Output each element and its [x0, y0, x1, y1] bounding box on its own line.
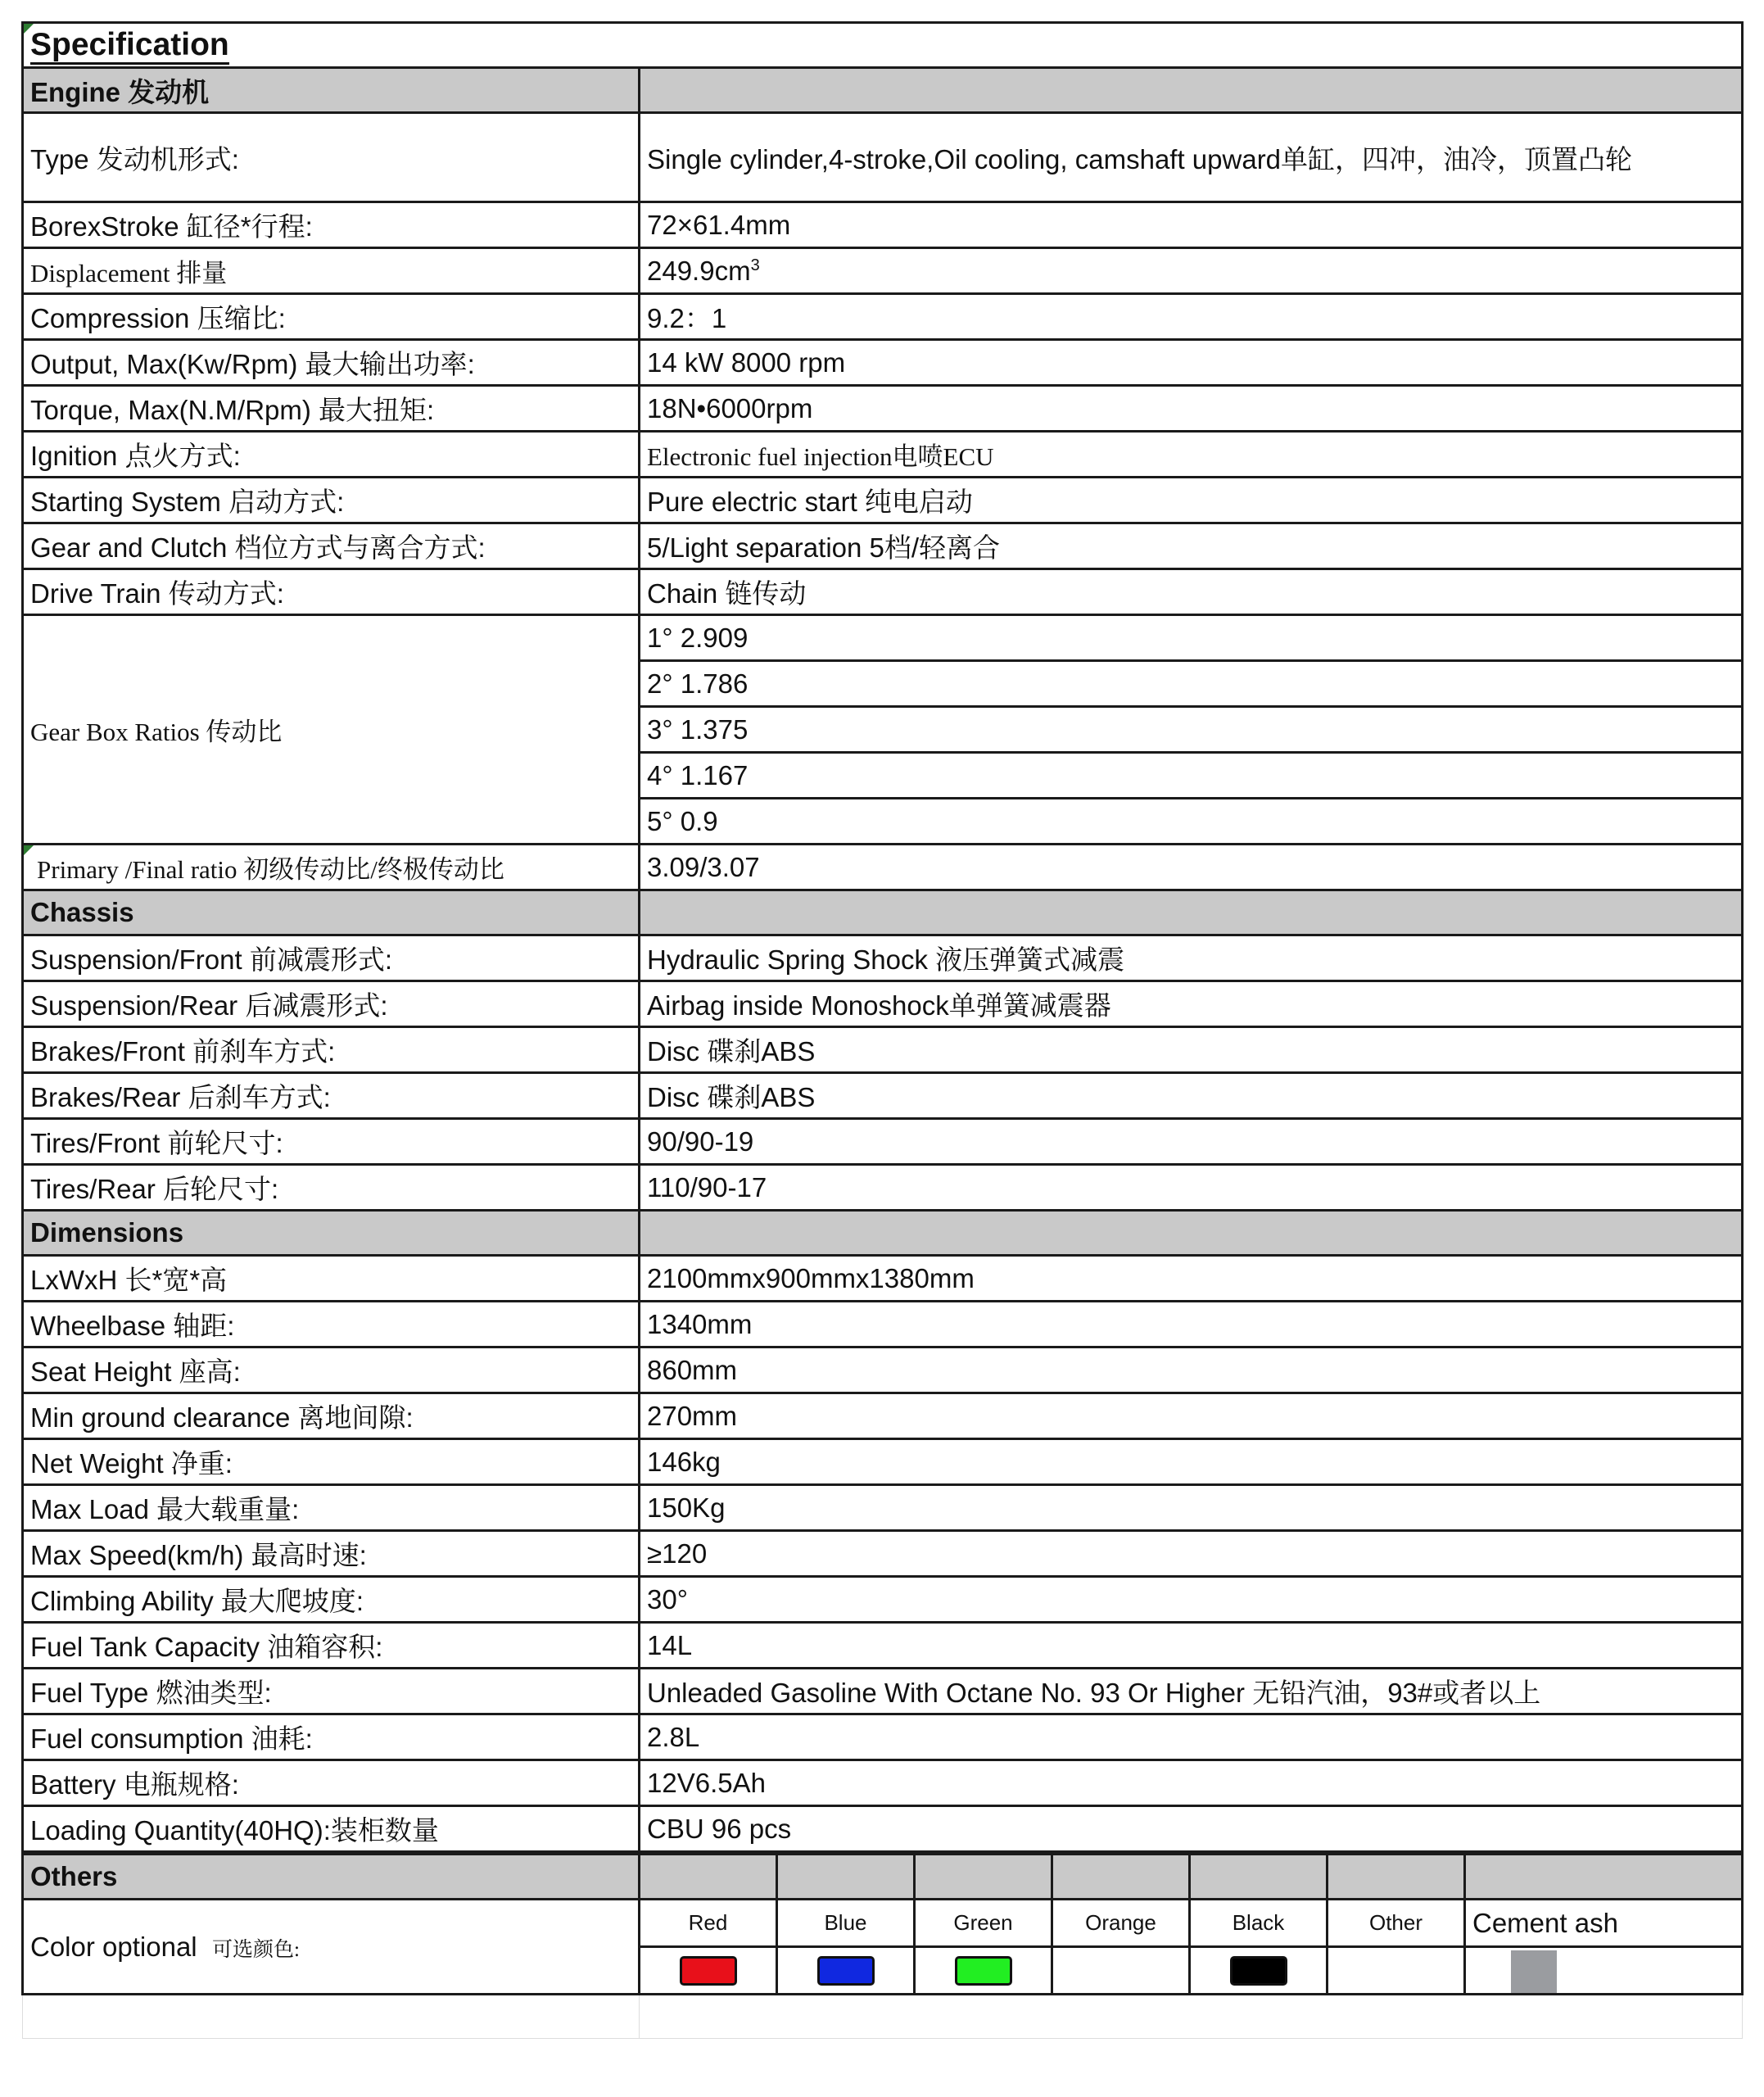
spec-value-text: 9.2：1	[647, 303, 727, 333]
spec-label: Net Weight 净重:	[23, 1439, 640, 1485]
spec-row	[23, 1623, 1743, 1669]
spec-row	[23, 202, 1743, 248]
spec-value	[640, 202, 1743, 248]
spec-label: Min ground clearance 离地间隙:	[23, 1393, 640, 1439]
engine-header-fill	[640, 68, 1743, 113]
spec-row	[23, 523, 1743, 569]
gear-ratio-value: 4° 1.167	[640, 753, 1743, 799]
spec-row	[23, 981, 1743, 1027]
trailing-blank-row	[23, 1995, 1743, 2039]
spec-value	[640, 113, 1743, 202]
spec-label: Tires/Rear 后轮尺寸:	[23, 1165, 640, 1211]
spec-value-text: Pure electric start 纯电启动	[647, 487, 973, 517]
spec-value	[640, 935, 1743, 981]
spec-value	[640, 432, 1743, 478]
spec-value	[640, 248, 1743, 294]
spec-value	[640, 1760, 1743, 1806]
spec-value	[640, 1806, 1743, 1852]
spec-value-text: 12V6.5Ah	[647, 1767, 766, 1798]
spec-label: Seat Height 座高:	[23, 1347, 640, 1393]
spec-value-text: 14 kW 8000 rpm	[647, 346, 846, 378]
spec-row	[23, 1393, 1743, 1439]
gear-ratio-row	[23, 615, 1743, 661]
color-name-blue: Blue	[777, 1900, 915, 1947]
spec-value-text: ≥120	[647, 1538, 708, 1569]
spec-row	[23, 1073, 1743, 1119]
spec-value	[640, 1393, 1743, 1439]
spec-row	[23, 1119, 1743, 1165]
spec-row	[23, 935, 1743, 981]
spec-row	[23, 1302, 1743, 1347]
color-swatch-black[interactable]	[1230, 1956, 1287, 1986]
spec-value	[640, 1302, 1743, 1347]
spec-value-text: Disc 碟刹ABS	[647, 1082, 816, 1112]
gear-ratio-value: 3° 1.375	[640, 707, 1743, 753]
spec-value-text: Hydraulic Spring Shock 液压弹簧式减震	[647, 944, 1125, 975]
spec-row	[23, 1165, 1743, 1211]
chassis-header-fill	[640, 890, 1743, 935]
spec-value	[640, 340, 1743, 386]
spec-label: Fuel consumption 油耗:	[23, 1714, 640, 1760]
spec-sheet	[21, 21, 1741, 2039]
primary-final-label: Primary /Final ratio 初级传动比/终极传动比	[23, 845, 640, 890]
spec-row	[23, 294, 1743, 340]
spec-label: Type 发动机形式:	[23, 113, 640, 202]
spec-value	[640, 1439, 1743, 1485]
spec-label: Wheelbase 轴距:	[23, 1302, 640, 1347]
spec-value	[640, 1623, 1743, 1669]
color-name-green: Green	[915, 1900, 1052, 1947]
spec-value-text: 90/90-19	[647, 1125, 754, 1157]
color-swatch-cement-ash[interactable]	[1511, 1950, 1557, 1993]
color-name-row	[23, 1900, 1743, 1947]
spec-value	[640, 294, 1743, 340]
spec-value-text: 110/90-17	[647, 1171, 767, 1202]
spec-value-text: Airbag inside Monoshock单弹簧减震器	[647, 990, 1111, 1021]
color-swatch-red[interactable]	[680, 1956, 737, 1986]
spec-value-text: 2.8L	[647, 1721, 700, 1752]
spec-value-text: 249.9cm	[647, 255, 751, 286]
spec-value-text: 5/Light separation 5档/轻离合	[647, 532, 1001, 563]
spec-label: BorexStroke 缸径*行程:	[23, 202, 640, 248]
color-swatch-cell	[1190, 1947, 1328, 1995]
title-row	[23, 23, 1743, 68]
others-section-header	[23, 1855, 1743, 1900]
dimensions-section-header	[23, 1211, 1743, 1256]
spec-label: Gear and Clutch 档位方式与离合方式:	[23, 523, 640, 569]
spec-value-text: 72×61.4mm	[647, 209, 791, 240]
superscript: 3	[750, 256, 760, 274]
spec-label: Battery 电瓶规格:	[23, 1760, 640, 1806]
spec-value-text: 150Kg	[647, 1492, 726, 1523]
spec-label: Output, Max(Kw/Rpm) 最大输出功率:	[23, 340, 640, 386]
spec-label: Drive Train 传动方式:	[23, 569, 640, 615]
spec-value-text: Chain 链传动	[647, 578, 807, 609]
others-table	[21, 1853, 1744, 2039]
spec-row	[23, 1347, 1743, 1393]
spec-value	[640, 1073, 1743, 1119]
spec-value-text: 2100mmx900mmx1380mm	[647, 1262, 975, 1293]
spec-value-text: 18N•6000rpm	[647, 392, 813, 423]
spec-value-text: 30°	[647, 1583, 688, 1615]
spec-label: Climbing Ability 最大爬坡度:	[23, 1577, 640, 1623]
spec-value	[640, 1165, 1743, 1211]
color-swatch-blue[interactable]	[817, 1956, 875, 1986]
gear-ratio-value: 1° 2.909	[640, 615, 1743, 661]
spec-value	[640, 1347, 1743, 1393]
spec-value-text: 14L	[647, 1629, 693, 1660]
title-cell	[23, 23, 1743, 68]
spec-label: Torque, Max(N.M/Rpm) 最大扭矩:	[23, 386, 640, 432]
spec-value-text: Single cylinder,4-stroke,Oil cooling, camshaft upward单缸，四冲，油冷，顶置凸轮	[647, 143, 1633, 174]
gear-ratio-value: 5° 0.9	[640, 799, 1743, 845]
spec-value	[640, 1669, 1743, 1714]
color-name-orange: Orange	[1052, 1900, 1190, 1947]
spec-table	[21, 21, 1744, 1853]
spec-row	[23, 1256, 1743, 1302]
spec-label: Suspension/Rear 后减震形式:	[23, 981, 640, 1027]
spec-value-text: 270mm	[647, 1400, 738, 1431]
spec-label: Max Load 最大载重量:	[23, 1485, 640, 1531]
spec-value	[640, 1027, 1743, 1073]
spec-row	[23, 1806, 1743, 1852]
primary-final-value: 3.09/3.07	[640, 845, 1743, 890]
spec-value-text: 860mm	[647, 1354, 738, 1385]
spec-label: Suspension/Front 前减震形式:	[23, 935, 640, 981]
spec-row	[23, 1577, 1743, 1623]
color-swatch-cell	[1328, 1947, 1465, 1995]
spec-row	[23, 248, 1743, 294]
spec-value-text: Unleaded Gasoline With Octane No. 93 Or Higher 无铅汽油，93#或者以上	[647, 1678, 1541, 1708]
page-title: Specification	[30, 27, 229, 65]
color-swatch-cell	[640, 1947, 777, 1995]
spec-value-text: 1340mm	[647, 1308, 753, 1339]
spec-value	[640, 1485, 1743, 1531]
color-name-cement-ash: Cement ash	[1465, 1900, 1743, 1947]
spec-value	[640, 523, 1743, 569]
spec-label: Max Speed(km/h) 最高时速:	[23, 1531, 640, 1577]
spec-value	[640, 569, 1743, 615]
color-swatch-cell	[915, 1947, 1052, 1995]
spec-row	[23, 569, 1743, 615]
spec-label: Compression 压缩比:	[23, 294, 640, 340]
spec-label: Fuel Tank Capacity 油箱容积:	[23, 1623, 640, 1669]
spec-label: Ignition 点火方式:	[23, 432, 640, 478]
spec-value	[640, 386, 1743, 432]
spec-row	[23, 1027, 1743, 1073]
engine-section-header	[23, 68, 1743, 113]
spec-row	[23, 478, 1743, 523]
spec-label: Brakes/Front 前刹车方式:	[23, 1027, 640, 1073]
spec-row	[23, 432, 1743, 478]
spec-value-text: Disc 碟刹ABS	[647, 1036, 816, 1067]
spec-label: Fuel Type 燃油类型:	[23, 1669, 640, 1714]
spec-label: Brakes/Rear 后刹车方式:	[23, 1073, 640, 1119]
color-swatch-green[interactable]	[955, 1956, 1012, 1986]
chassis-header: Chassis	[23, 890, 640, 935]
spec-value-text: 146kg	[647, 1446, 721, 1477]
spec-value-text: Electronic fuel injection电喷ECU	[647, 442, 994, 471]
color-swatch-cell	[1052, 1947, 1190, 1995]
spec-label: Tires/Front 前轮尺寸:	[23, 1119, 640, 1165]
spec-value	[640, 1714, 1743, 1760]
engine-header: Engine 发动机	[23, 68, 640, 113]
spec-label: Displacement 排量	[23, 248, 640, 294]
spec-row	[23, 113, 1743, 202]
spec-value	[640, 1119, 1743, 1165]
color-swatch-cell	[1465, 1947, 1743, 1995]
spec-value	[640, 981, 1743, 1027]
color-swatch-cell	[777, 1947, 915, 1995]
color-name-other: Other	[1328, 1900, 1465, 1947]
spec-value	[640, 1577, 1743, 1623]
spec-value	[640, 478, 1743, 523]
primary-final-row	[23, 845, 1743, 890]
spec-row	[23, 1531, 1743, 1577]
spec-row	[23, 1669, 1743, 1714]
spec-row	[23, 386, 1743, 432]
dimensions-header-fill	[640, 1211, 1743, 1256]
gearbox-label: Gear Box Ratios 传动比	[23, 615, 640, 845]
spec-row	[23, 1485, 1743, 1531]
dimensions-header: Dimensions	[23, 1211, 640, 1256]
chassis-section-header	[23, 890, 1743, 935]
others-header: Others	[23, 1855, 640, 1900]
color-name-black: Black	[1190, 1900, 1328, 1947]
spec-row	[23, 1439, 1743, 1485]
color-name-red: Red	[640, 1900, 777, 1947]
spec-label: LxWxH 长*宽*高	[23, 1256, 640, 1302]
spec-value	[640, 1256, 1743, 1302]
spec-row	[23, 340, 1743, 386]
spec-label: Starting System 启动方式:	[23, 478, 640, 523]
gear-ratio-value: 2° 1.786	[640, 661, 1743, 707]
color-optional-label: Color optional 可选颜色:	[23, 1900, 640, 1995]
spec-row	[23, 1760, 1743, 1806]
spec-value-text: CBU 96 pcs	[647, 1813, 792, 1844]
spec-value	[640, 1531, 1743, 1577]
spec-row	[23, 1714, 1743, 1760]
spec-label: Loading Quantity(40HQ):装柜数量	[23, 1806, 640, 1852]
